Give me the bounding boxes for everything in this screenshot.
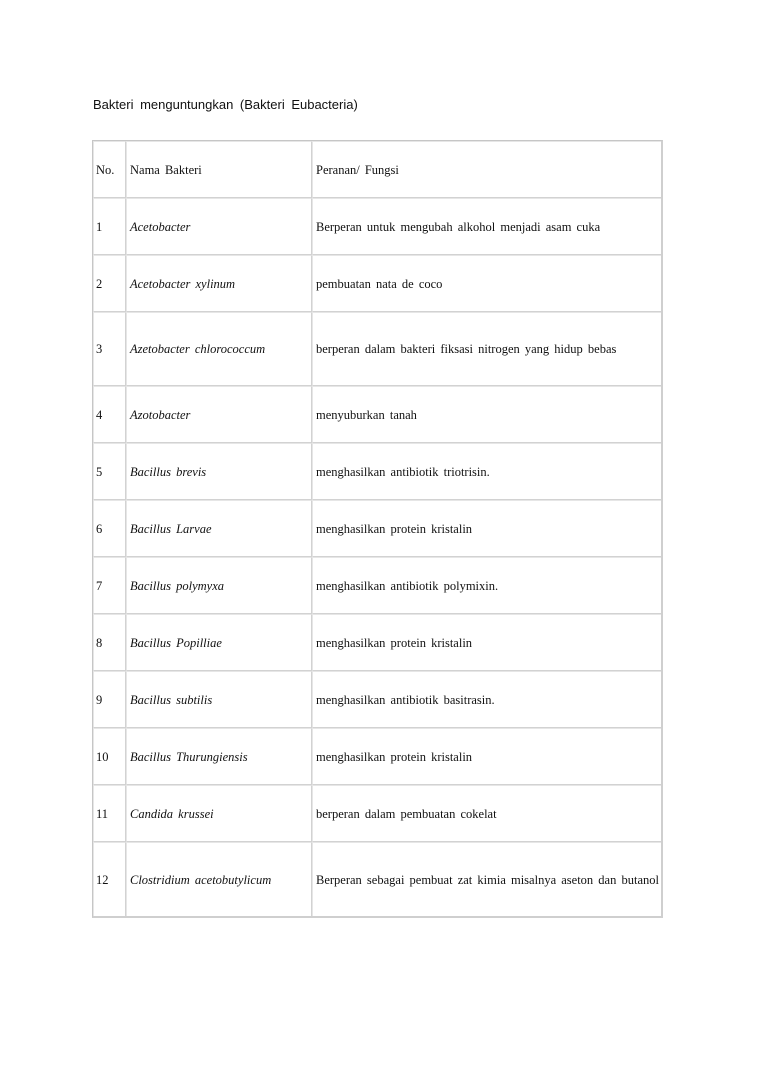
table-row <box>93 728 661 785</box>
header-name: Nama Bakteri <box>126 141 312 198</box>
row-number: 11 <box>93 785 126 842</box>
table-row <box>93 785 661 842</box>
table-row <box>93 386 661 443</box>
bacteria-name: Bacillus brevis <box>126 443 312 500</box>
bacteria-name: Azotobacter <box>126 386 312 443</box>
row-number: 1 <box>93 198 126 255</box>
table-row <box>93 312 661 386</box>
table-row <box>93 842 661 916</box>
row-number: 12 <box>93 842 126 916</box>
table-row <box>93 500 661 557</box>
bacteria-name: Candida krussei <box>126 785 312 842</box>
table-row <box>93 443 661 500</box>
table-row <box>93 671 661 728</box>
bacteria-name: Bacillus Popilliae <box>126 614 312 671</box>
bacteria-role: Berperan sebagai pembuat zat kimia misalnya aseton dan butanol <box>312 842 661 916</box>
row-number: 9 <box>93 671 126 728</box>
table-header-row <box>93 141 661 198</box>
table-row <box>93 198 661 255</box>
bacteria-role: menghasilkan antibiotik basitrasin. <box>312 671 661 728</box>
bacteria-role: menghasilkan protein kristalin <box>312 728 661 785</box>
row-number: 5 <box>93 443 126 500</box>
row-number: 10 <box>93 728 126 785</box>
bacteria-name: Acetobacter xylinum <box>126 255 312 312</box>
row-number: 3 <box>93 312 126 386</box>
bacteria-role: berperan dalam pembuatan cokelat <box>312 785 661 842</box>
bacteria-role: menghasilkan protein kristalin <box>312 614 661 671</box>
bacteria-role: menghasilkan antibiotik triotrisin. <box>312 443 661 500</box>
bacteria-name: Bacillus Thurungiensis <box>126 728 312 785</box>
row-number: 8 <box>93 614 126 671</box>
table-row <box>93 255 661 312</box>
row-number: 2 <box>93 255 126 312</box>
document-title: Bakteri menguntungkan (Bakteri Eubacteria) <box>93 97 358 112</box>
bacteria-name: Azetobacter chlorococcum <box>126 312 312 386</box>
row-number: 7 <box>93 557 126 614</box>
table-row <box>93 614 661 671</box>
header-no: No. <box>93 141 126 198</box>
bacteria-role: Berperan untuk mengubah alkohol menjadi asam cuka <box>312 198 661 255</box>
bacteria-name: Bacillus subtilis <box>126 671 312 728</box>
bacteria-role: berperan dalam bakteri fiksasi nitrogen yang hidup bebas <box>312 312 661 386</box>
bacteria-role: pembuatan nata de coco <box>312 255 661 312</box>
bacteria-role: menghasilkan antibiotik polymixin. <box>312 557 661 614</box>
bacteria-role: menghasilkan protein kristalin <box>312 500 661 557</box>
header-role: Peranan/ Fungsi <box>312 141 661 198</box>
bacteria-name: Bacillus polymyxa <box>126 557 312 614</box>
bacteria-name: Bacillus Larvae <box>126 500 312 557</box>
bacteria-role: menyuburkan tanah <box>312 386 661 443</box>
bacteria-table <box>92 140 663 918</box>
table-row <box>93 557 661 614</box>
row-number: 6 <box>93 500 126 557</box>
bacteria-name: Clostridium acetobutylicum <box>126 842 312 916</box>
bacteria-name: Acetobacter <box>126 198 312 255</box>
row-number: 4 <box>93 386 126 443</box>
